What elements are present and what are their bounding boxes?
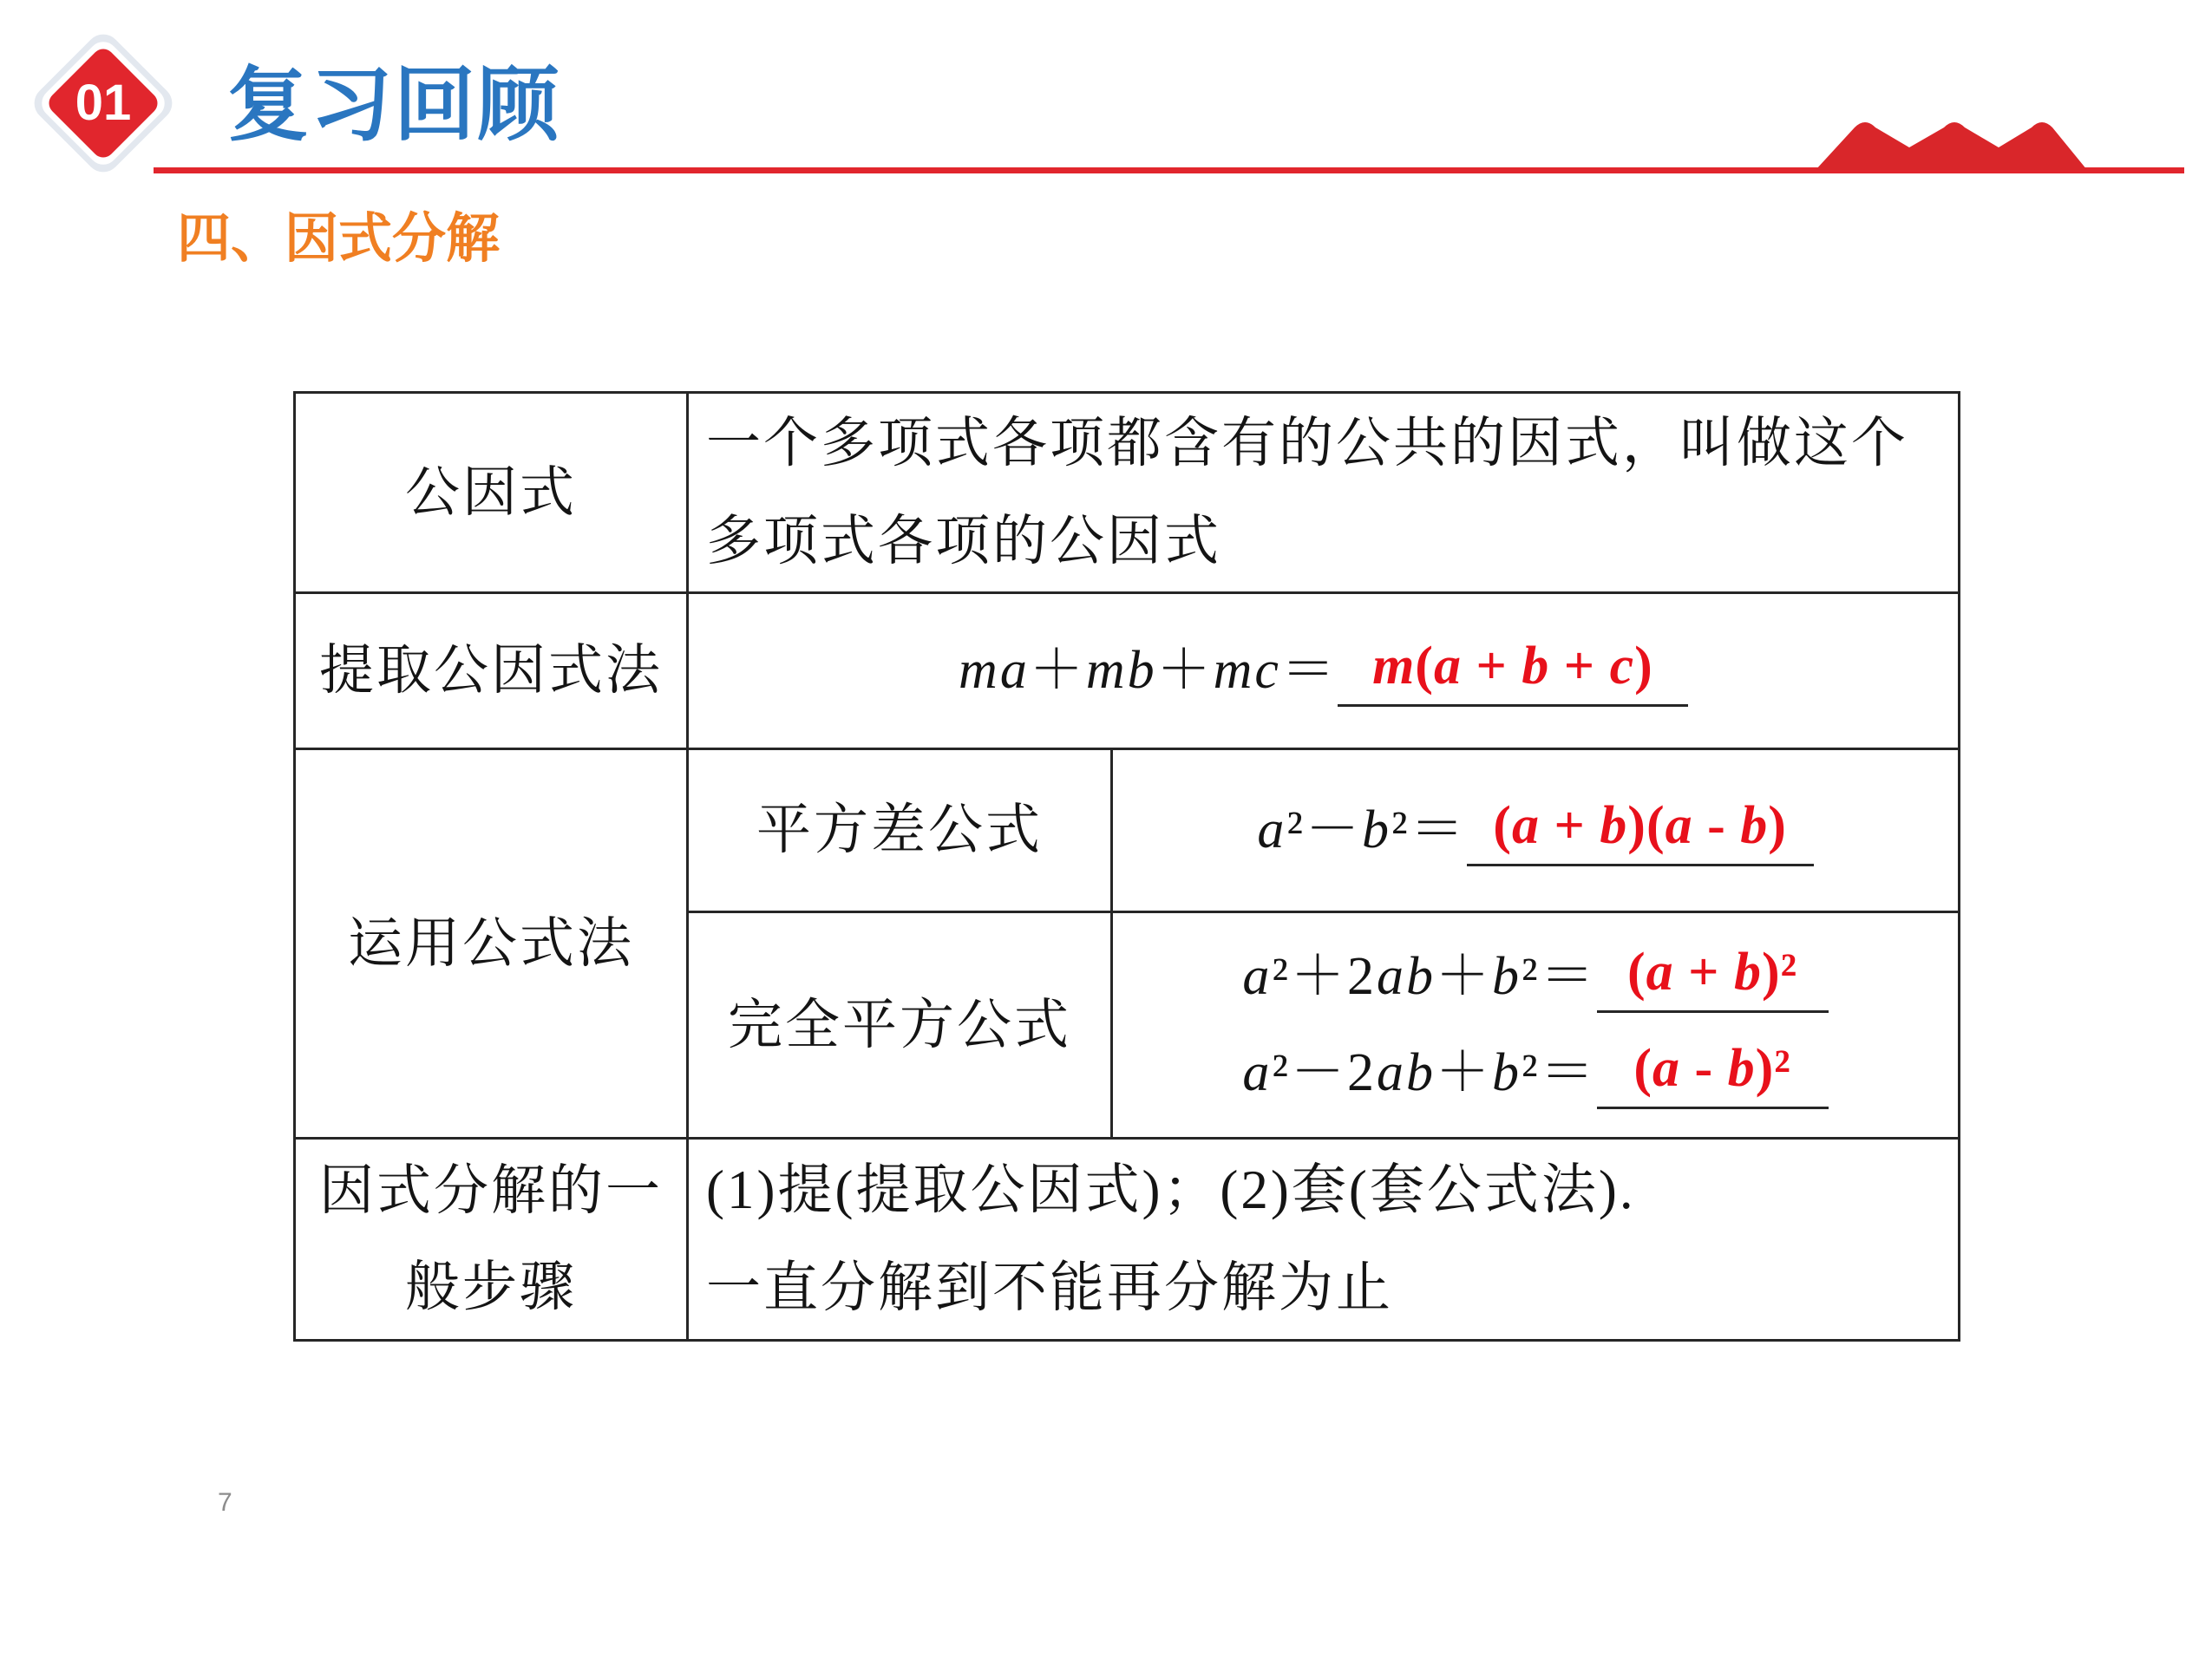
perfect-square-blank-plus (1597, 943, 1829, 1013)
table-row-extract-method (295, 593, 1960, 749)
extract-method-label: 提取公因式法 (295, 593, 688, 749)
section-title: 四、因式分解 (177, 209, 501, 269)
factorization-summary-table (293, 391, 1960, 1342)
mountain-decoration-icon (1811, 113, 2091, 173)
general-steps-line-1: (1)提(提取公因式)；(2)套(套公式法). (706, 1159, 1636, 1220)
table-row-common-factor (295, 393, 1960, 593)
common-factor-definition: 一个多项式各项都含有的公共的因式，叫做这个多项式各项的公因式 (688, 393, 1960, 593)
table-row-difference-of-squares (295, 749, 1960, 912)
page-number: 7 (218, 1488, 232, 1517)
difference-of-squares-formula-line (1257, 782, 1813, 878)
perfect-square-formula-minus: a²－2ab＋b²＝ (1242, 1043, 1597, 1102)
difference-of-squares-formula: a²－b²＝ (1257, 800, 1467, 859)
formula-method-label: 运用公式法 (295, 749, 688, 1139)
extract-method-formula-line (959, 623, 1688, 719)
extract-method-cell (688, 593, 1960, 749)
difference-of-squares-cell (1112, 749, 1960, 912)
difference-of-squares-answer: (a + b)(a - b) (1493, 796, 1787, 855)
general-steps-line-2: 一直分解到不能再分解为止 (706, 1257, 1393, 1318)
extract-method-answer: m(a + b + c) (1372, 637, 1653, 696)
perfect-square-formula-line-2 (1242, 1025, 1828, 1121)
extract-method-formula-block (959, 623, 1688, 719)
perfect-square-formula-line-1 (1242, 929, 1828, 1025)
mountain-peaks (1816, 122, 2087, 170)
perfect-square-label: 完全平方公式 (688, 912, 1112, 1139)
perfect-square-cell (1112, 912, 1960, 1139)
common-factor-label: 公因式 (295, 393, 688, 593)
difference-of-squares-formula-block (1257, 782, 1813, 878)
perfect-square-answer-minus: (a - b)² (1633, 1039, 1791, 1098)
extract-method-blank (1338, 637, 1688, 707)
perfect-square-formula-block (1242, 929, 1828, 1121)
extract-method-formula: ma＋mb＋mc＝ (959, 641, 1338, 700)
page-title: 复习回顾 (227, 59, 561, 150)
perfect-square-formula-plus: a²＋2ab＋b²＝ (1242, 947, 1597, 1006)
difference-of-squares-blank (1467, 796, 1814, 866)
general-steps-label: 因式分解的一般步骤 (295, 1139, 688, 1341)
perfect-square-answer-plus: (a + b)² (1626, 943, 1798, 1002)
table-row-general-steps (295, 1139, 1960, 1341)
section-badge-number: 01 (75, 75, 132, 131)
general-steps-cell (688, 1139, 1960, 1341)
perfect-square-blank-minus (1597, 1039, 1829, 1109)
difference-of-squares-label: 平方差公式 (688, 749, 1112, 912)
